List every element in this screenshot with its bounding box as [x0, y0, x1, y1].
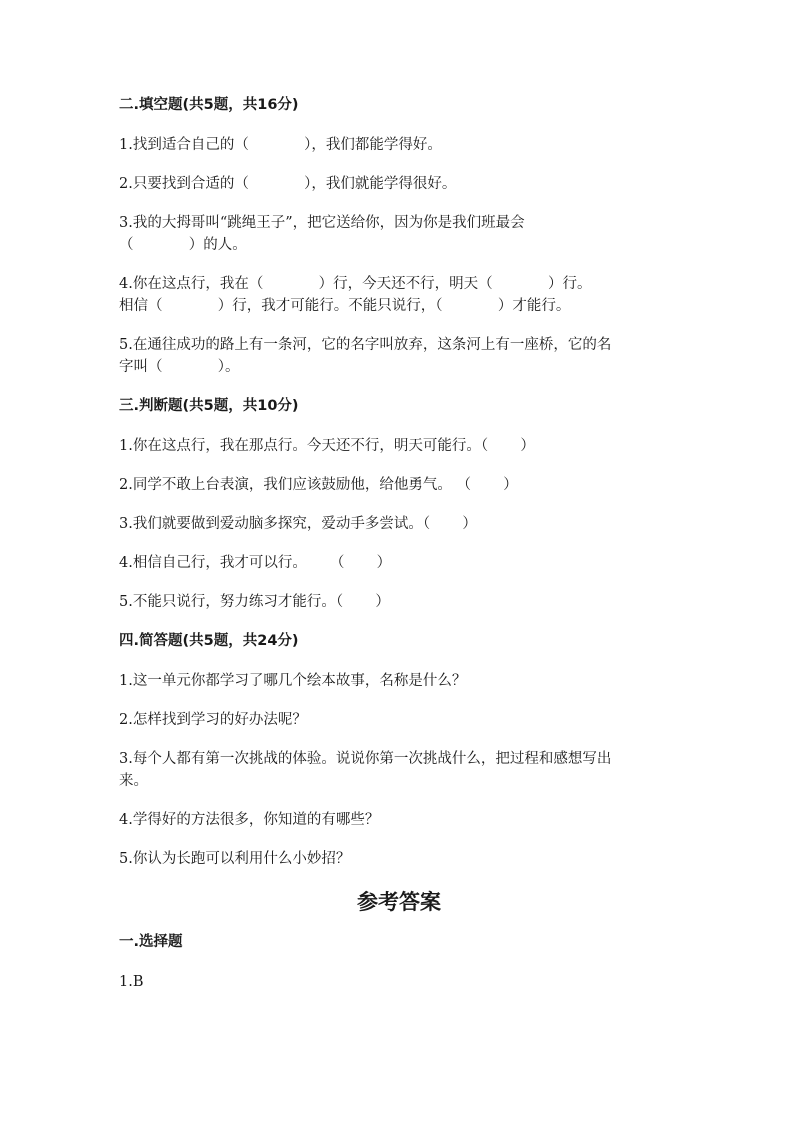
fill-blank-question-3: 3.我的大拇哥叫“跳绳王子”，把它送给你，因为你是我们班最会 （ ）的人。 [119, 215, 525, 253]
short-answer-question-3: 3.每个人都有第一次挑战的体验。说说你第一次挑战什么，把过程和感想写出 来。 [119, 751, 612, 789]
fill-blank-question-4: 4.你在这点行，我在（ ）行，今天还不行，明天（ ）行。 相信（ ）行，我才可能行。不能只说行，（ ）才能行。 [119, 276, 592, 314]
worksheet-content [119, 94, 679, 993]
judge-question-1: 1.你在这点行，我在那点行。今天还不行，明天可能行。（ ） [119, 438, 535, 454]
judge-question-4: 4.相信自己行，我才可以行。 （ ） [119, 555, 392, 571]
short-answer-question-2: 2.怎样找到学习的好办法呢？ [119, 712, 307, 728]
fill-blank-question-1: 1.找到适合自己的（ ），我们都能学得好。 [119, 137, 442, 153]
short-answer-question-4: 4.学得好的方法很多，你知道的有哪些？ [119, 812, 380, 828]
fill-blank-question-5: 5.在通往成功的路上有一条河，它的名字叫放弃，这条河上有一座桥，它的名 字叫（ ）。 [119, 337, 612, 375]
judge-question-3: 3.我们就要做到爱动脑多探究，爱动手多尝试。（ ） [119, 516, 477, 532]
judge-section-title: 三.判断题(共5题，共10分) [119, 398, 299, 414]
short-answer-section-title: 四.简答题(共5题，共24分) [119, 633, 299, 649]
short-answer-question-5: 5.你认为长跑可以利用什么小妙招？ [119, 851, 351, 867]
judge-question-5: 5.不能只说行，努力练习才能行。（ ） [119, 594, 390, 610]
judge-question-2: 2.同学不敢上台表演，我们应该鼓励他，给他勇气。 （ ） [119, 477, 518, 493]
short-answer-question-1: 1.这一单元你都学习了哪几个绘本故事，名称是什么？ [119, 673, 467, 689]
answer-item-1: 1.B [119, 974, 144, 990]
answer-choice-section-title: 一.选择题 [119, 934, 183, 950]
fill-blank-question-2: 2.只要找到合适的（ ），我们就能学得很好。 [119, 176, 457, 192]
answer-key-title: 参考答案 [357, 889, 441, 914]
fill-blank-section-title: 二.填空题(共5题，共16分) [119, 97, 299, 113]
